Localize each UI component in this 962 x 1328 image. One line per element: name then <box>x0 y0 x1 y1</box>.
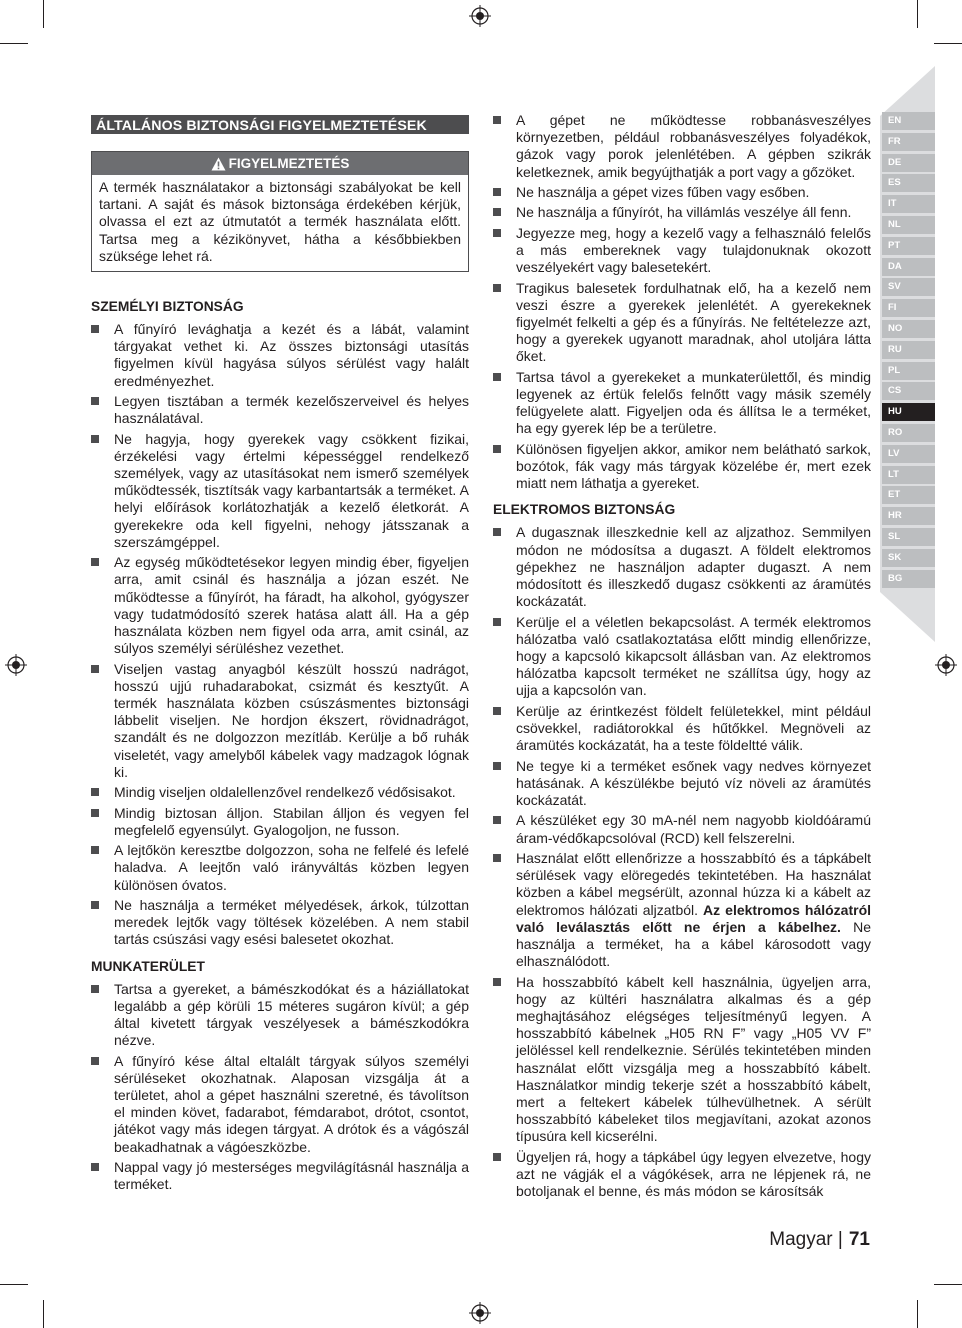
work-area-continued-list <box>493 112 871 492</box>
list-item-text: Tartsa a gyereket, a bámészkodókat és a háziállatokat legalább a gép körüli 15 méteres sugáron kívül; a gép által kivetett tárgyak veszélyesek a bámészkodókra nézve. <box>114 980 469 1049</box>
list-item <box>91 897 469 949</box>
list-item <box>91 1053 469 1156</box>
crop-mark <box>43 1300 44 1328</box>
bullet-square-icon <box>493 116 501 124</box>
list-item-text: Legyen tisztában a termék kezelőszerveivel és helyes használatával. <box>114 393 469 427</box>
list-item <box>493 614 871 700</box>
language-tab-no[interactable]: NO <box>882 320 935 338</box>
electrical-safety-list <box>493 524 871 1200</box>
list-item-text: Ha hosszabbító kábelt kell használnia, ügyeljen arra, hogy az kültéri használatra alkalmas és a gép meghajtásához elégséges teljesítményű legyen. A hosszabbító kábelnek „H05 RN F” vagy „H05 VV F” jelöléssel kell rendelkeznie. Sérülés tekintetében minden használat előtt vizsgálja meg a hosszabbító kábelt. Használatkor mindig tekerje szét a hosszabbító kábelt, mert a feltekert kábelek túlhevülhetnek. A sérült hosszabbító kábeleket tilos megjavítani, azokat azonos típusúra kell kicserélni. <box>516 973 871 1145</box>
list-item-text: Ne használja a terméket mélyedések, árkok, túlzottan meredek lejtők vagy töltések közelében. A nem stabil tartás csúszási vagy esési balesetet okozhat. <box>114 897 469 948</box>
bullet-square-icon <box>493 208 501 216</box>
list-item <box>493 280 871 366</box>
list-item <box>493 703 871 755</box>
list-item <box>493 112 871 181</box>
language-tab-sl[interactable]: SL <box>882 528 935 546</box>
list-item-text: Különösen figyeljen akkor, amikor nem belátható sarkok, bozótok, fák vagy más tárgyak közelébe ér, mert ezek miatt nem láthatja a gyereket. <box>516 440 871 492</box>
language-tab-nl[interactable]: NL <box>882 216 935 234</box>
section-title: ÁLTALÁNOS BIZTONSÁGI FIGYELMEZTETÉSEK <box>91 115 469 134</box>
list-item-emphasis: Az elektromos hálózatról való leválasztás előtt ne érjen a kábelhez. <box>516 901 872 935</box>
list-item-text: Ne tegye ki a terméket esőnek vagy nedves környezet hatásának. A készülékbe bejutó víz növeli az áramütés kockázatát. <box>516 757 871 808</box>
bullet-square-icon <box>493 707 501 715</box>
bullet-square-icon <box>91 788 99 796</box>
list-item <box>91 784 469 801</box>
subheading-personal-safety: SZEMÉLYI BIZTONSÁG <box>91 299 244 315</box>
bullet-square-icon <box>493 188 501 196</box>
crop-mark <box>0 1284 28 1285</box>
language-tab-fi[interactable]: FI <box>882 299 935 317</box>
language-tab-hu[interactable]: HU <box>882 403 935 421</box>
language-tab-cs[interactable]: CS <box>882 382 935 400</box>
list-item <box>493 974 871 1146</box>
list-item-text: Ne használja a terméket, ha a kábel károsodott vagy elhasználódott. <box>516 918 871 970</box>
bullet-square-icon <box>493 854 501 862</box>
bullet-square-icon <box>91 558 99 566</box>
list-item <box>91 842 469 894</box>
warning-text: A termék használatakor a biztonsági szabályokat be kell tartani. A saját és mások biztonsága érdekében kérjük, olvassa el ezt az útmutatót a termék használata előtt. Tartsa meg a kézikönyvet, hátha a későbbiekben szüksége lehet rá. <box>99 179 461 264</box>
language-tab-fr[interactable]: FR <box>882 133 935 151</box>
list-item <box>91 393 469 427</box>
language-strip <box>882 112 935 590</box>
list-item-text: A fűnyíró levághatja a kezét és a lábát, valamint tárgyakat vethet ki. Az összes biztonsági utasítás figyelmen kívül hagyása súlyos sérülést vagy halált eredményezhet. <box>114 321 469 389</box>
list-item-text: Kerülje el a véletlen bekapcsolást. A termék elektromos hálózatba való csatlakoztatása előtt mindig ellenőrizze, hogy a kapcsoló kikapcsolt állásban van. Az elektromos hálózatba kapcsolt terméket ne szállítsa úgy, hogy az ujja a kapcsolón van. <box>516 613 871 699</box>
list-item-text: Nappal vagy jó mesterséges megvilágításnál használja a terméket. <box>114 1159 469 1193</box>
bullet-square-icon <box>493 284 501 292</box>
bullet-square-icon <box>493 978 501 986</box>
bullet-square-icon <box>91 397 99 405</box>
personal-safety-list <box>91 321 469 949</box>
list-item-text: A fűnyíró kése által eltalált tárgyak súlyos személyi sérüléseket okozhatnak. Alaposan vizsgálja át a területet, ahol a gépet használni szeretné, és távolítson el minden követ, fadarabot, fémdarabot, drótot, csontot, játékot vagy más idegen tárgyat. A drótok és a vágószál beakadhatnak a vágóeszközbe. <box>114 1052 469 1155</box>
list-item-text: Ne használja a fűnyírót, ha villámlás veszélye áll fenn. <box>516 204 852 221</box>
bullet-square-icon <box>493 618 501 626</box>
bullet-square-icon <box>493 762 501 770</box>
list-item <box>91 554 469 657</box>
bullet-square-icon <box>91 809 99 817</box>
footer-language: Magyar | <box>769 1229 843 1250</box>
list-item-text: Kerülje az érintkezést földelt felületekkel, mint például csövekkel, radiátorokkal és hűtőkkel. Megnöveli az áramütés kockázatát, ha a teste földeltté válik. <box>516 702 871 754</box>
language-tab-it[interactable]: IT <box>882 195 935 213</box>
list-item-text: Mindig biztosan álljon. Stabilan álljon és vegyen fel megfelelő egyensúlyt. Gyalogoljon, ne fusson. <box>114 804 469 838</box>
list-item-text: A dugasznak illeszkednie kell az aljzathoz. Semmilyen módon ne módosítsa a dugaszt. A földelt elektromos gépekhez ne használjon adapter dugaszt. A nem módosított és illeszkedő dugasz csökkenti az áramütés kockázatát. <box>516 524 871 610</box>
crop-mark <box>917 1300 918 1328</box>
list-item-text: Ne hagyja, hogy gyerekek vagy csökkent fizikai, érzékelési vagy értelmi képességgel rendelkező személyek, vagy az utasításokat nem ismerő személyek működtessék, tisztítsák vagy karbantartsák a terméket. A helyi előírások korlátozhatják a kezelő életkorát. A gyerekekre oda kell figyelni, nehogy játsszanak a szerszámgéppel. <box>114 430 469 550</box>
list-item <box>493 441 871 493</box>
list-item <box>493 758 871 810</box>
crop-mark <box>934 1284 962 1285</box>
list-item-text: Használat előtt ellenőrizze a hosszabbító és a tápkábelt sérülések vagy elöregedés tekintetében. Ha használat közben a kábel megsérült, azonnal húzza ki a kábelt az elektromos hálózati aljzatból. <box>516 849 871 918</box>
warning-title: FIGYELMEZTETÉS <box>228 156 350 171</box>
bullet-square-icon <box>493 528 501 536</box>
warning-box <box>91 151 469 272</box>
crop-mark <box>917 0 918 28</box>
crop-mark <box>43 0 44 28</box>
registration-mark-icon <box>935 654 957 676</box>
subheading-work-area: MUNKATERÜLET <box>91 958 205 974</box>
page-number: 71 <box>848 1229 870 1250</box>
bullet-square-icon <box>91 901 99 909</box>
list-item <box>91 981 469 1050</box>
bullet-square-icon <box>91 846 99 854</box>
language-tab-pt[interactable]: PT <box>882 237 935 255</box>
registration-mark-icon <box>5 654 27 676</box>
bullet-square-icon <box>91 1057 99 1065</box>
work-area-list <box>91 981 469 1194</box>
bullet-square-icon <box>91 1163 99 1171</box>
language-tab-ru[interactable]: RU <box>882 341 935 359</box>
warning-header <box>92 152 468 175</box>
language-tab-es[interactable]: ES <box>882 174 935 192</box>
list-item-text: A gépet ne működtesse robbanásveszélyes környezetben, például robbanásveszélyes folyadékok, gázok vagy porok jelenlétében. A gépben szikrák keletkeznek, amik begyújthatják a port vagy a gőzöket. <box>516 112 871 180</box>
language-tab-de[interactable]: DE <box>882 154 935 172</box>
list-item <box>91 805 469 839</box>
list-item-text: Az egység működtetésekor legyen mindig éber, figyeljen arra, amit csinál és használja a józan eszét. Ne működtesse a fűnyírót, ha fáradt, ha alkohol, gyógyszer vagy tudatmódosító szerek hatása alatt áll. Ha a gép használata közben nem figyel oda arra, amit csinál, az súlyos személyi sérüléshez vezethet. <box>114 554 469 657</box>
list-item-text: Jegyezze meg, hogy a kezelő vagy a felhasználó felelős a más embereknek vagy tulajdonuknak okozott veszélyekért vagy balesetekért. <box>516 224 871 276</box>
list-item-text: Ügyeljen rá, hogy a tápkábel úgy legyen elvezetve, hogy azt ne vágják el a vágókések, arra ne lépjenek rá, ne botoljanak el benne, és más módon se károsítsák <box>516 1148 871 1200</box>
language-tab-sv[interactable]: SV <box>882 278 935 296</box>
language-tab-sk[interactable]: SK <box>882 549 935 567</box>
list-item <box>91 661 469 781</box>
language-tab-ro[interactable]: RO <box>882 424 935 442</box>
bullet-square-icon <box>493 445 501 453</box>
list-item-text: Mindig viseljen oldalellenzővel rendelkező védősisakot. <box>114 784 456 801</box>
crop-mark <box>934 43 962 44</box>
right-column <box>493 112 871 1204</box>
list-item-text: Ne használja a gépet vizes fűben vagy esőben. <box>516 184 810 200</box>
language-tab-lt[interactable]: LT <box>882 466 935 484</box>
list-item-text: Viseljen vastag anyagból készült hosszú nadrágot, hosszú ujjú ruhadarabokat, csizmát és kesztyűt. A termék használata közben csúszásmentes biztonsági lábbelit viseljen. Ne hordjon ékszert, rövidnadrágot, szandált és ne dolgozzon mezítláb. Kerülje a bő ruhák viseletét, vagy amelyből kábelek vagy madzagok lógnak ki. <box>114 660 469 780</box>
bullet-square-icon <box>493 1153 501 1161</box>
bullet-square-icon <box>91 665 99 673</box>
list-item <box>91 321 469 390</box>
bullet-square-icon <box>91 985 99 993</box>
language-tab-pl[interactable]: PL <box>882 362 935 380</box>
list-item <box>493 812 871 846</box>
language-tab-hr[interactable]: HR <box>882 507 935 525</box>
list-item-text: Tartsa távol a gyerekeket a munkaterülettől, és mindig legyenek az értük felelős felnőtt vagy másik személy felügyelete alatt. Figyeljen oda és állítsa le a terméket, ha egy gyerek lép be a területre. <box>516 368 871 437</box>
language-tab-et[interactable]: ET <box>882 486 935 504</box>
bullet-square-icon <box>493 229 501 237</box>
bullet-square-icon <box>493 373 501 381</box>
list-item <box>493 1149 871 1201</box>
list-item <box>493 369 871 438</box>
registration-mark-icon <box>469 5 491 27</box>
list-item <box>493 204 871 221</box>
language-tab-da[interactable]: DA <box>882 258 935 276</box>
registration-mark-icon <box>469 1302 491 1324</box>
list-item-text: A készüléket egy 30 mA-nél nem nagyobb kioldóáramú áram-védőkapcsolóval (RCD) kell felszerelni. <box>516 812 871 846</box>
page-footer <box>769 1229 870 1251</box>
list-item <box>91 431 469 551</box>
left-column <box>91 115 469 1197</box>
warning-triangle-icon <box>211 157 226 171</box>
language-tab-lv[interactable]: LV <box>882 445 935 463</box>
language-tab-bg[interactable]: BG <box>882 570 935 588</box>
bullet-square-icon <box>91 325 99 333</box>
bullet-square-icon <box>493 816 501 824</box>
list-item-text: A lejtőkön keresztbe dolgozzon, soha ne felfelé és lefelé haladva. A leejtőn való irányváltás közben legyen különösen óvatos. <box>114 842 469 893</box>
list-item <box>493 850 871 970</box>
subheading-electrical-safety: ELEKTROMOS BIZTONSÁG <box>493 502 676 518</box>
language-tab-en[interactable]: EN <box>882 112 935 130</box>
list-item-text: Tragikus balesetek fordulhatnak elő, ha a kezelő nem veszi észre a gyerekek jelenlétét. A gyerekeknek figyelmét felkelti a gép és a fűnyírás. Ne feltételezze azt, hogy a gyerekek ugyanott maradnak, ahol utoljára látta őket. <box>516 279 871 365</box>
crop-mark <box>0 43 28 44</box>
list-item <box>493 225 871 277</box>
list-item <box>91 1159 469 1193</box>
bullet-square-icon <box>91 435 99 443</box>
list-item <box>493 524 871 610</box>
list-item <box>493 184 871 201</box>
